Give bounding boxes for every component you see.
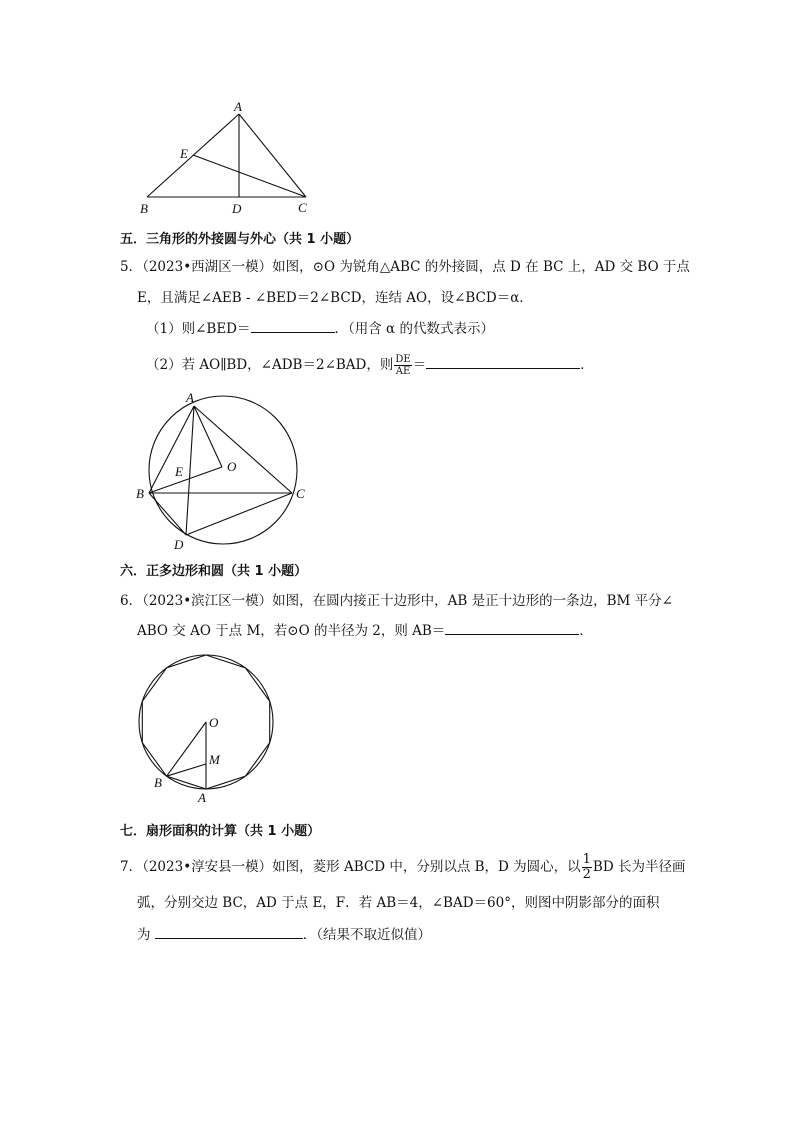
- p7-text-start: 7．（2023•淳安县一模）如图，菱形 ABCD 中，分别以点 B，D 为圆心，以: [120, 859, 581, 875]
- segment-bd: [149, 493, 186, 535]
- segment-ad: [186, 406, 194, 535]
- label-o: O: [209, 715, 219, 730]
- problem-7-line-3: [137, 926, 431, 944]
- segment-ao: [194, 406, 222, 467]
- decagon-figure: [130, 650, 285, 815]
- fraction-de-ae: [394, 354, 411, 377]
- circle-o: [149, 396, 297, 544]
- problem-7-line-2: 弧，分别交边 BC，AD 于点 E，F．若 AB＝4，∠BAD＝60°，则图中阴影部分的面积: [137, 895, 660, 911]
- q2-text-end: ．: [580, 357, 594, 373]
- label-o: O: [227, 459, 237, 474]
- problem-5-question-2: [146, 354, 594, 377]
- p7-l3-start: 为: [137, 927, 155, 943]
- label-d: D: [232, 201, 242, 216]
- circumcircle-figure: [130, 388, 320, 558]
- segment-ob: [167, 722, 206, 776]
- section-title-5: 五．三角形的外接圆与外心（共 1 小题）: [120, 232, 360, 247]
- q2-equals: ＝: [412, 357, 427, 373]
- p6-text-start: ABO 交 AO 于点 M，若⊙O 的半径为 2，则 AB＝: [137, 623, 446, 639]
- problem-7-line-1: [120, 853, 685, 882]
- answer-blank-6[interactable]: [445, 622, 579, 635]
- label-d: D: [174, 537, 184, 552]
- label-b: B: [140, 201, 148, 216]
- segment-cd: [186, 493, 292, 535]
- label-b: B: [154, 775, 162, 790]
- problem-5-line-1: 5．（2023•西湖区一模）如图，⊙O 为锐角△ABC 的外接圆，点 D 在 BC 上，AD 交 BO 于点: [120, 259, 690, 275]
- answer-blank-7[interactable]: [155, 926, 303, 939]
- fraction-numerator: 1: [582, 852, 591, 867]
- label-a: A: [186, 390, 194, 405]
- fraction-one-half: [582, 853, 592, 882]
- problem-5-line-2: E，且满足∠AEB - ∠BED＝2∠BCD，连结 AO，设∠BCD＝α．: [137, 290, 533, 306]
- fraction-denominator: 2: [582, 867, 591, 882]
- answer-blank-5-1[interactable]: [251, 320, 335, 333]
- label-e: E: [175, 464, 183, 479]
- p7-text-end: BD 长为半径画: [592, 859, 686, 875]
- segment-bm: [167, 764, 206, 776]
- q1-text-end: ．（用含 α 的代数式表示）: [334, 321, 494, 337]
- label-a: A: [234, 99, 242, 114]
- problem-5-question-1: [146, 320, 494, 338]
- answer-blank-5-2[interactable]: [426, 356, 580, 369]
- p6-text-end: ．: [579, 623, 593, 639]
- problem-6-line-2: [137, 622, 593, 640]
- q1-text-start: （1）则∠BED＝: [146, 321, 251, 337]
- label-e: E: [180, 146, 188, 161]
- label-m: M: [209, 752, 220, 767]
- p7-l3-end: ．（结果不取近似值）: [302, 927, 432, 943]
- label-a: A: [198, 790, 206, 805]
- problem-6-line-1: 6．（2023•滨江区一模）如图，在圆内接正十边形中，AB 是正十边形的一条边，BM 平分∠: [120, 593, 673, 609]
- triangle-figure: [130, 95, 330, 220]
- q2-text-start: （2）若 AO∥BD，∠ADB＝2∠BAD，则: [146, 357, 394, 373]
- label-c: C: [296, 486, 305, 501]
- section-title-7: 七．扇形面积的计算（共 1 小题）: [120, 824, 321, 839]
- section-title-6: 六．正多边形和圆（共 1 小题）: [120, 564, 308, 579]
- fraction-numerator: DE: [395, 354, 411, 365]
- label-c: C: [298, 200, 307, 215]
- fraction-denominator: AE: [395, 366, 411, 377]
- label-b: B: [136, 486, 144, 501]
